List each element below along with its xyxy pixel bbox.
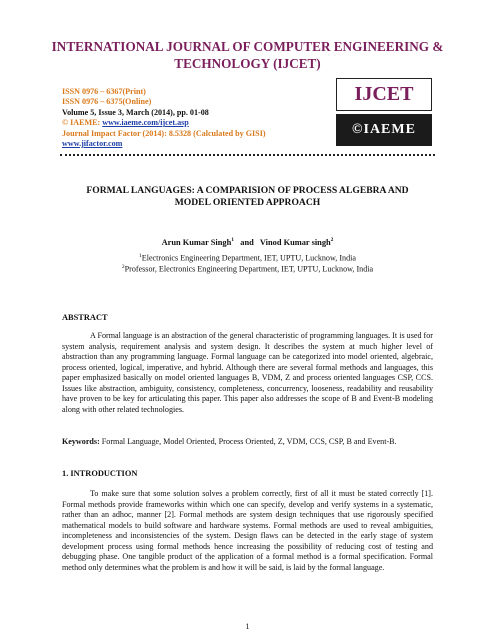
paper-title-line2: MODEL ORIENTED APPROACH — [174, 197, 321, 208]
iaeme-line — [62, 118, 322, 128]
journal-title-line2: TECHNOLOGY (IJCET) — [174, 56, 321, 71]
author-1: Arun Kumar Singh — [161, 237, 232, 247]
affiliation-2-text: Professor, Electronics Engineering Department, IET, UPTU, Lucknow, India — [124, 264, 374, 274]
abstract-heading: ABSTRACT — [62, 313, 108, 322]
paper-title-line1: FORMAL LANGUAGES: A COMPARISION OF PROCESS ALGEBRA AND — [86, 185, 409, 196]
keywords-label: Keywords: — [62, 437, 100, 446]
abstract-body: A Formal language is an abstraction of the general characteristic of programming languages. It is used for system analysis, requirement analysis and system design. It describes the system at much higher level of abstraction than any programming language. Formal language can be categorized into model oriented, algebraic, process oriented, logical, imperative, and hybrid. Although there are several formal methods and languages, this paper emphasized basically on model oriented languages B, VDM, Z and process oriented languages CSP, CCS. Issues like abstraction, ambiguity, consistency, completeness, concurrency, looseness, readability and reusability have proven to be key for articulating this paper. This paper also addresses the scope of B and Event-B modeling along with other related technologies. — [62, 331, 433, 414]
logo-ijcet: IJCET — [336, 78, 432, 111]
journal-title — [40, 38, 455, 72]
author-2: Vinod Kumar singh — [259, 237, 331, 247]
volume-info: Volume 5, Issue 3, March (2014), pp. 01-08 — [62, 107, 209, 117]
affiliation-2 — [60, 262, 435, 275]
keywords — [62, 437, 433, 448]
iaeme-prefix: © IAEME: — [62, 118, 103, 128]
paper-title — [60, 185, 435, 209]
header-divider — [60, 154, 435, 156]
page-number: 1 — [245, 622, 250, 631]
introduction-body: To make sure that some solution solves a problem correctly, first of all it must be stated correctly [1]. Formal methods provide frameworks within which one can specify, develop and verify systems in a systematic, rather than an adhoc, manner [2]. Formal methods are system design techniques that use rigorously specified mathematical models to build software and hardware systems. Formal methods are used to reveal ambiguities, incompleteness and inconsistencies of the system. Design flaws can be detected in the early stage of system development process using formal methods hence increasing the possibility of reducing cost of testing and debugging phase. One tangible product of the application of a formal method is a formal specification. Formal method only determines what the problem is and how it will be said, is laid by the formal language. — [62, 489, 433, 572]
journal-logo — [336, 78, 432, 147]
journal-title-line1: INTERNATIONAL JOURNAL OF COMPUTER ENGINEERING & — [51, 39, 444, 54]
jifactor-line — [62, 139, 322, 149]
introduction-heading: 1. INTRODUCTION — [62, 469, 138, 478]
author-and: and — [240, 237, 254, 247]
affiliation-1-text: Electronics Engineering Department, IET, UPTU, Lucknow, India — [141, 253, 356, 263]
affiliation-1-sup: 1 — [139, 253, 142, 259]
impact-factor: Journal Impact Factor (2014): 8.5328 (Calculated by GISI) — [62, 128, 266, 138]
iaeme-link[interactable]: www.iaeme.com/ijcet.asp — [102, 118, 189, 128]
keywords-text: Formal Language, Model Oriented, Process Oriented, Z, VDM, CCS, CSP, B and Event-B. — [99, 437, 397, 446]
logo-iaeme: ©IAEME — [336, 114, 432, 146]
issn-online: ISSN 0976 – 6375(Online) — [62, 97, 152, 107]
jifactor-link[interactable]: www.jifactor.com — [62, 139, 123, 149]
affiliation-2-sup: 2 — [121, 264, 125, 270]
author-2-sup: 2 — [330, 237, 334, 243]
issn-print: ISSN 0976 – 6367(Print) — [62, 87, 146, 96]
journal-info — [62, 87, 322, 149]
author-line — [60, 237, 435, 247]
author-1-sup: 1 — [231, 237, 234, 243]
